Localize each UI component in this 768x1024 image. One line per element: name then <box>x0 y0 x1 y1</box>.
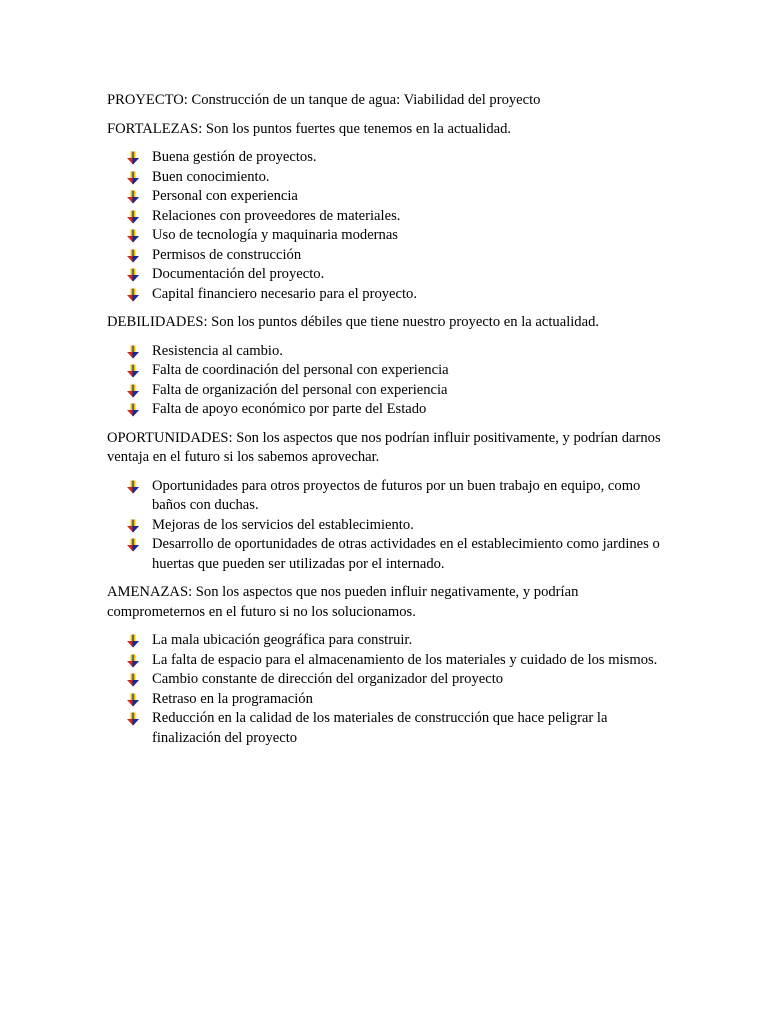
list-item <box>107 670 667 690</box>
list-item-text: Permisos de construcción <box>152 246 302 263</box>
arrow-down-icon <box>126 210 140 224</box>
arrow-down-icon <box>126 268 140 282</box>
list-item-text: Cambio constante de dirección del organizador del proyecto <box>152 671 504 687</box>
list-item-text: La mala ubicación geográfica para construir. <box>152 632 413 648</box>
list-item-text: Falta de organización del personal con experiencia <box>152 381 448 398</box>
arrow-down-icon <box>126 171 140 185</box>
list-item <box>107 381 667 401</box>
list-item <box>107 285 667 305</box>
list-item-text: Desarrollo de oportunidades de otras actividades en el establecimiento como jardines o huertas que pueden ser utilizadas por el internado. <box>152 536 660 572</box>
arrow-down-icon <box>126 519 140 533</box>
list-item-text: Uso de tecnología y maquinaria modernas <box>152 227 398 243</box>
section-heading: AMENAZAS: Son los aspectos que nos pueden influir negativamente, y podrían comprometernos en el futuro si no los solucionamos. <box>107 584 579 620</box>
list-item-text: Oportunidades para otros proyectos de futuros por un buen trabajo en equipo, como baños con duchas. <box>152 477 641 513</box>
arrow-down-icon <box>126 249 140 263</box>
list-item-text: Falta de apoyo económico por parte del Estado <box>152 401 427 417</box>
arrow-down-icon <box>126 673 140 687</box>
arrow-down-icon <box>126 288 140 302</box>
list-item <box>107 477 667 516</box>
list-item <box>107 631 667 651</box>
list-item <box>107 148 667 168</box>
arrow-down-icon <box>126 190 140 204</box>
section-heading: OPORTUNIDADES: Son los aspectos que nos podrían influir positivamente, y podrían darnos ventaja en el futuro si los sabemos aprovechar. <box>107 429 661 465</box>
arrow-down-icon <box>126 384 140 398</box>
list-item-text: Reducción en la calidad de los materiales de construcción que hace peligrar la finalización del proyecto <box>152 710 608 746</box>
arrow-down-icon <box>126 712 140 726</box>
list-item-text: Retraso en la programación <box>152 690 313 707</box>
section-heading: FORTALEZAS: Son los puntos fuertes que tenemos en la actualidad. <box>107 120 512 137</box>
arrow-down-icon <box>126 480 140 494</box>
arrow-down-icon <box>126 229 140 243</box>
arrow-down-icon <box>126 403 140 417</box>
bullet-list <box>107 148 667 304</box>
list-item-text: Documentación del proyecto. <box>152 266 325 282</box>
list-item-text: Resistencia al cambio. <box>152 342 283 359</box>
list-item <box>107 361 667 381</box>
list-item-text: Buena gestión de proyectos. <box>152 149 317 165</box>
list-item <box>107 516 667 536</box>
list-item <box>107 265 667 285</box>
list-item <box>107 187 667 207</box>
document-body <box>107 91 667 757</box>
bullet-list <box>107 342 667 420</box>
list-item-text: Buen conocimiento. <box>152 168 270 185</box>
arrow-down-icon <box>126 345 140 359</box>
arrow-down-icon <box>126 634 140 648</box>
arrow-down-icon <box>126 654 140 668</box>
list-item <box>107 168 667 188</box>
list-item-text: Capital financiero necesario para el proyecto. <box>152 285 417 302</box>
list-item <box>107 651 667 671</box>
document-title: PROYECTO: Construcción de un tanque de agua: Viabilidad del proyecto <box>107 92 541 108</box>
section-heading: DEBILIDADES: Son los puntos débiles que tiene nuestro proyecto en la actualidad. <box>107 314 600 330</box>
list-item-text: Mejoras de los servicios del establecimiento. <box>152 516 414 533</box>
arrow-down-icon <box>126 538 140 552</box>
list-item <box>107 690 667 710</box>
list-item-text: Relaciones con proveedores de materiales. <box>152 207 401 224</box>
list-item <box>107 226 667 246</box>
list-item-text: Falta de coordinación del personal con experiencia <box>152 362 449 378</box>
arrow-down-icon <box>126 364 140 378</box>
bullet-list <box>107 631 667 748</box>
list-item-text: La falta de espacio para el almacenamiento de los materiales y cuidado de los mismos. <box>152 651 658 668</box>
list-item <box>107 400 667 420</box>
bullet-list <box>107 477 667 575</box>
list-item <box>107 709 667 748</box>
arrow-down-icon <box>126 693 140 707</box>
list-item <box>107 535 667 574</box>
list-item <box>107 207 667 227</box>
list-item <box>107 342 667 362</box>
list-item-text: Personal con experiencia <box>152 188 298 204</box>
list-item <box>107 246 667 266</box>
arrow-down-icon <box>126 151 140 165</box>
